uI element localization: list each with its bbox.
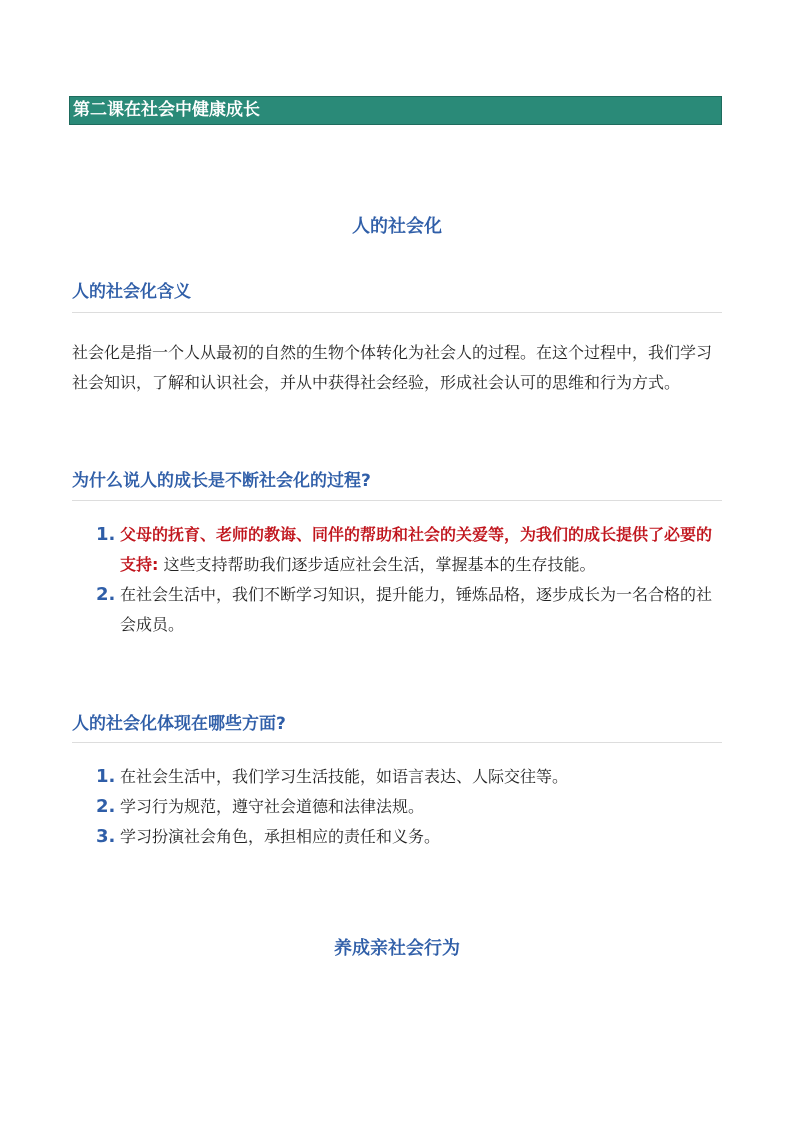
lesson-banner: 第二课在社会中健康成长 — [69, 96, 722, 125]
divider — [72, 312, 722, 313]
list-number: 3. — [96, 826, 116, 847]
list-why-growth — [72, 520, 724, 640]
list-item-text: 学习扮演社会角色，承担相应的责任和义务。 — [120, 827, 441, 846]
divider — [72, 500, 722, 501]
highlighted-text: 父母的抚育、老师的教诲、同伴的帮助和社会的关爱等，为我们的成长提供了必要的支持: — [120, 525, 713, 574]
divider — [72, 742, 722, 743]
section-title-socialization: 人的社会化 — [352, 216, 442, 237]
list-item — [72, 762, 724, 792]
list-socialization-aspects — [72, 762, 724, 852]
list-item-text: 学习行为规范，遵守社会道德和法律法规。 — [120, 797, 425, 816]
section-title-prosocial: 养成亲社会行为 — [334, 938, 460, 959]
list-item-text: 这些支持帮助我们逐步适应社会生活，掌握基本的生存技能。 — [163, 555, 596, 574]
list-item-text: 在社会生活中，我们学习生活技能，如语言表达、人际交往等。 — [120, 767, 569, 786]
heading-socialization-meaning: 人的社会化含义 — [72, 282, 191, 302]
heading-why-growth-is-socialization: 为什么说人的成长是不断社会化的过程? — [72, 471, 371, 491]
list-number: 2. — [96, 584, 116, 605]
list-number: 1. — [96, 524, 116, 545]
list-number: 1. — [96, 766, 116, 787]
list-item-text: 在社会生活中，我们不断学习知识，提升能力，锤炼品格，逐步成长为一名合格的社会成员。 — [120, 585, 713, 634]
list-item — [72, 580, 724, 640]
list-item — [72, 792, 724, 822]
list-item — [72, 822, 724, 852]
list-number: 2. — [96, 796, 116, 817]
list-item — [72, 520, 724, 580]
paragraph-socialization-meaning: 社会化是指一个人从最初的自然的生物个体转化为社会人的过程。在这个过程中，我们学习社会知识，了解和认识社会，并从中获得社会经验，形成社会认可的思维和行为方式。 — [72, 343, 713, 392]
heading-socialization-aspects: 人的社会化体现在哪些方面? — [72, 714, 286, 734]
